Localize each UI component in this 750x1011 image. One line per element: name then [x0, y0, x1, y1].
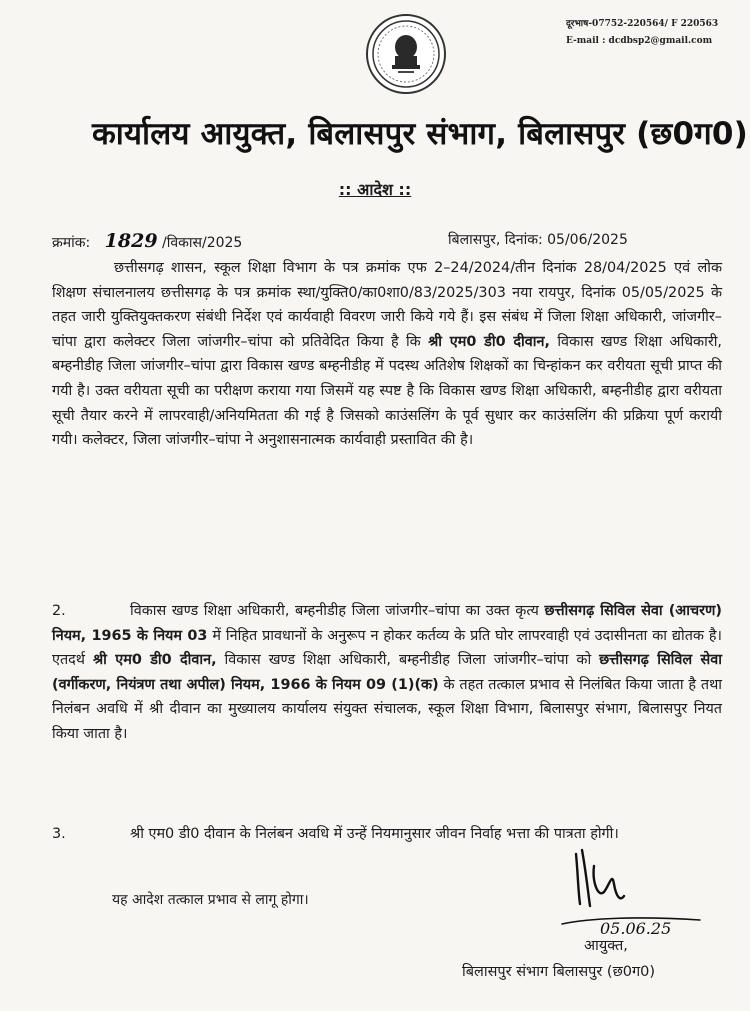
- contact-phone: दूरभाष-07752-220564/ F 220563: [566, 19, 719, 29]
- paragraph-1-text-b: विकास खण्ड शिक्षा अधिकारी, बम्हनीडीह जिला जांजगीर–चांपा द्वारा विकास खण्ड बम्हनीडीह में पदस्थ अतिशेष शिक्षकों का चिन्हांकन कर वरीयता सूची प्राप्त की गयी है। उक्त वरीयता सूची का परीक्षण कराया गया जिसमें यह स्पष्ट है कि विकास खण्ड शिक्षा अधिकारी, बम्हनीडीह द्वारा वरीयता सूची तैयार करने में लापरवाही/अनियमितता की गई है जिसको काउंसलिंग के पूर्व सुधार कर काउंसलिंग की प्रक्रिया पूर्ण करायी गयी। कलेक्टर, जिला जांजगीर–चांपा ने अनुशासनात्मक कार्यवाही प्रस्तावित की है।: [52, 333, 723, 449]
- reference-suffix: /विकास/2025: [162, 235, 243, 251]
- effect-note: यह आदेश तत्काल प्रभाव से लागू होगा।: [112, 892, 309, 908]
- order-heading-text: :: आदेश ::: [338, 180, 412, 199]
- paragraph-2-number: 2.: [52, 603, 66, 619]
- paragraph-2: [52, 599, 722, 747]
- reference-label: क्रमांक:: [52, 235, 91, 251]
- signatory-title: आयुक्त,: [584, 938, 628, 954]
- paragraph-2-name: श्री एम0 डी0 दीवान,: [92, 652, 217, 669]
- paragraph-1-text-a: छत्तीसगढ़ शासन, स्कूल शिक्षा विभाग के पत्र क्रमांक एफ 2–24/2024/तीन दिनांक 28/04/2025 एवं लोक शिक्षण संचालनालय छत्तीसगढ़ के पत्र क्रमांक स्था/युक्ति0/का0शा0/83/2025/303 नया रायपुर, दिनांक 05/05/2025 के तहत जारी युक्तियुक्तकरण संबंधी निर्देश एवं कार्यवाही विवरण जारी किये गये हैं। इस संबंध में जिला शिक्षा अधिकारी, जांजगीर–चांपा द्वारा कलेक्टर जिला जांजगीर–चांपा को प्रतिवेदित किया है कि: [52, 260, 722, 350]
- paragraph-2-text-d: के तहत तत्काल प्रभाव से निलंबित किया जाता है तथा निलंबन अवधि में श्री दीवान का मुख्यालय कार्यालय संयुक्त संचालक, स्कूल शिक्षा विभाग, बिलासपुर संभाग, बिलासपुर नियत किया जाता है।: [52, 676, 722, 742]
- signature: [560, 826, 710, 946]
- office-title: कार्यालय आयुक्त, बिलासपुर संभाग, बिलासपुर (छ0ग0): [92, 116, 749, 152]
- paragraph-2-text-c: विकास खण्ड शिक्षा अधिकारी, बम्हनीडीह जिला जांजगीर–चांपा को: [224, 652, 592, 669]
- paragraph-2-text-a: विकास खण्ड शिक्षा अधिकारी, बम्हनीडीह जिला जांजगीर–चांपा का उक्त कृत्य: [130, 603, 539, 619]
- contact-email: E-mail : dcdbsp2@gmail.com: [566, 36, 713, 46]
- paragraph-1: [52, 256, 722, 453]
- state-emblem-icon: [366, 14, 446, 94]
- reference-date: बिलासपुर, दिनांक: 05/06/2025: [448, 232, 628, 248]
- order-heading: [0, 178, 750, 200]
- paragraph-3-text: श्री एम0 डी0 दीवान के निलंबन अवधि में उन्हें नियमानुसार जीवन निर्वाह भत्ता की पात्रता होगी।: [130, 826, 619, 842]
- reference-number: [52, 230, 242, 252]
- paragraph-3-number: 3.: [52, 826, 66, 842]
- paragraph-2-rule-2: छत्तीसगढ़ सिविल सेवा (वर्गीकरण, नियंत्रण तथा अपील) नियम, 1966 के नियम 09 (1)(क): [52, 652, 723, 693]
- paragraph-1-name: श्री एम0 डी0 दीवान,: [428, 333, 550, 350]
- reference-handwritten-number: 1829: [104, 230, 158, 252]
- contact-block: [566, 16, 718, 50]
- paragraph-2-rule-1: छत्तीसगढ़ सिविल सेवा (आचरण) नियम, 1965 के नियम 03: [52, 603, 722, 644]
- signature-date: 05.06.25: [600, 919, 672, 938]
- paragraph-2-text-b: में निहित प्रावधानों के अनुरूप न होकर कर्तव्य के प्रति घोर लापरवाही एवं उदासीनता का द्योतक है। एतदर्थ: [52, 627, 722, 669]
- signatory-office: बिलासपुर संभाग बिलासपुर (छ0ग0): [462, 964, 656, 980]
